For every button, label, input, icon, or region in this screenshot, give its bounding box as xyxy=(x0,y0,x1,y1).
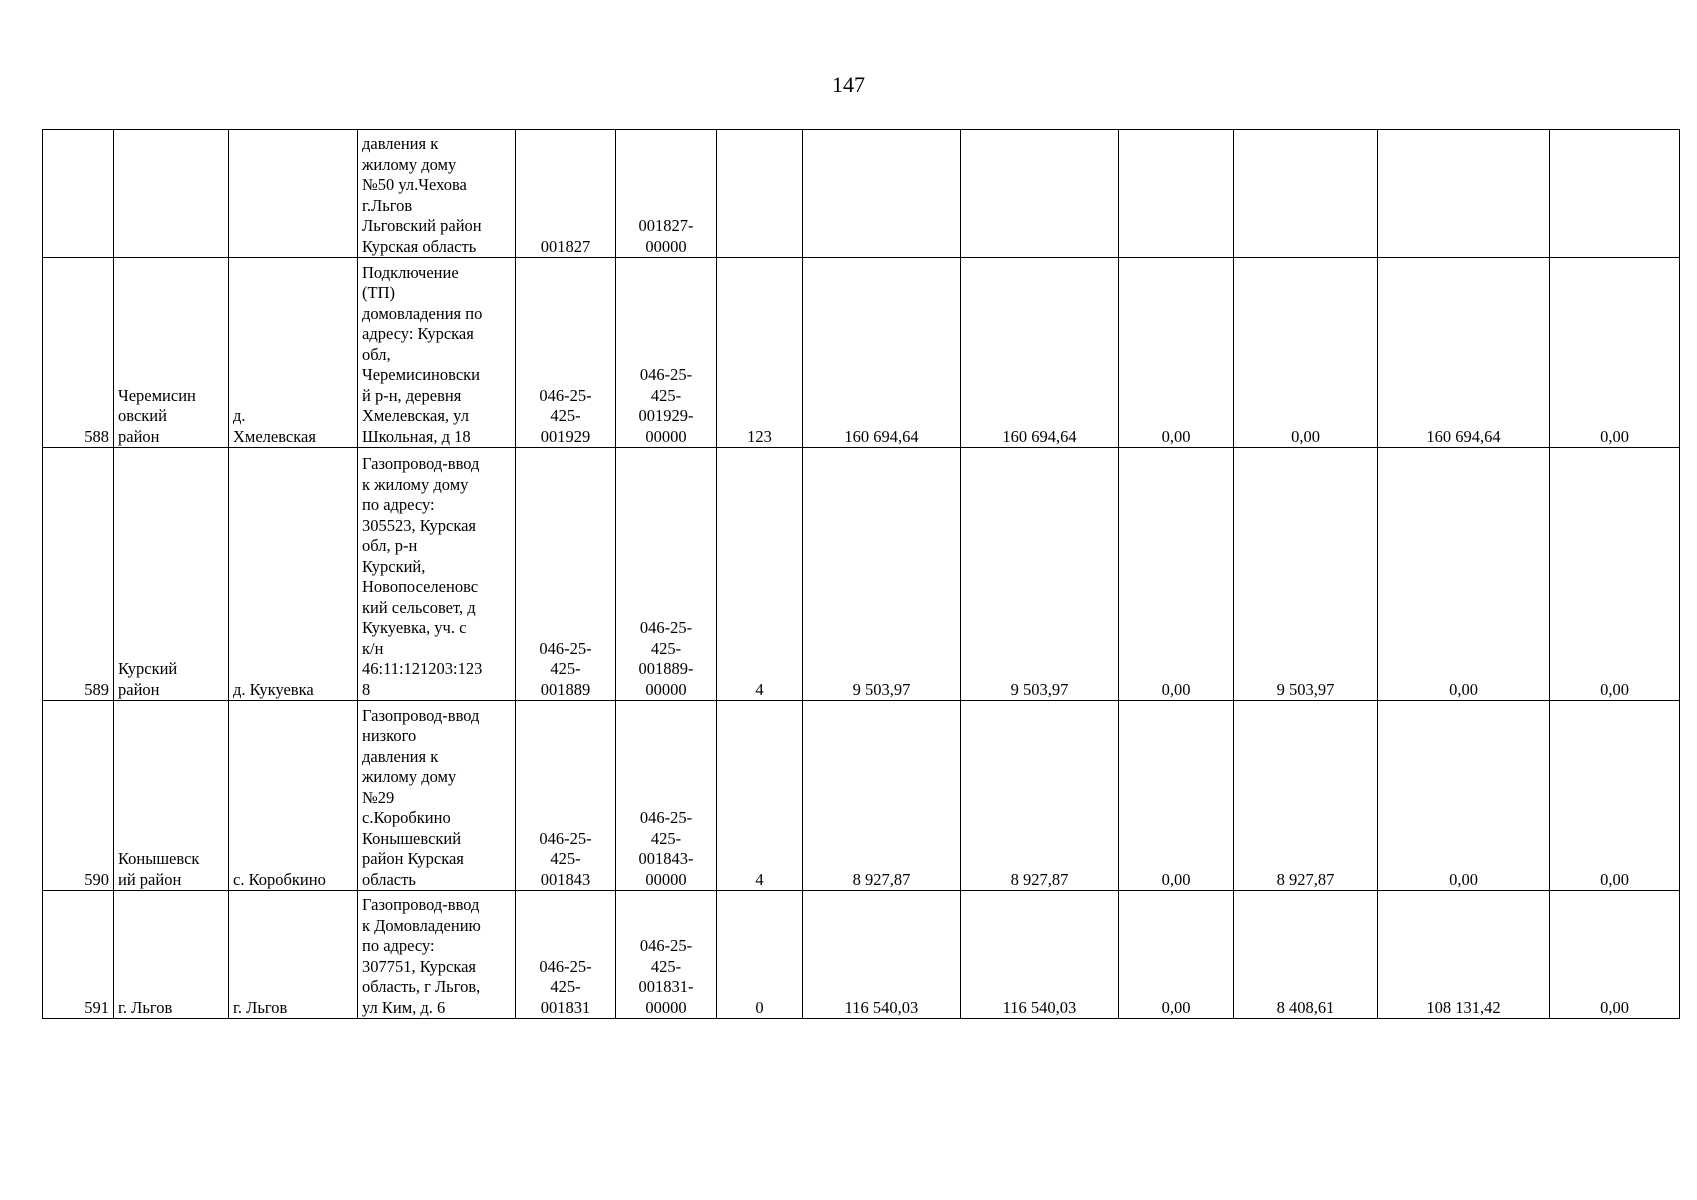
full-code-cell: 046-25- 425- 001929- 00000 xyxy=(616,258,717,448)
table-row xyxy=(43,448,1680,701)
table-row xyxy=(43,701,1680,891)
data-table xyxy=(42,129,1680,1019)
district-cell: Конышевск ий район xyxy=(114,701,229,891)
table-row xyxy=(43,130,1680,258)
code-cell: 046-25- 425- 001889 xyxy=(516,448,616,701)
settlement-cell: г. Льгов xyxy=(229,891,358,1019)
quantity-cell: 4 xyxy=(717,701,803,891)
value-cell-4: 9 503,97 xyxy=(1234,448,1378,701)
district-cell: Курский район xyxy=(114,448,229,701)
settlement-cell: д. Хмелевская xyxy=(229,258,358,448)
value-cell-5 xyxy=(1378,130,1550,258)
value-cell-5: 108 131,42 xyxy=(1378,891,1550,1019)
value-cell-1: 8 927,87 xyxy=(803,701,961,891)
full-code-cell: 046-25- 425- 001843- 00000 xyxy=(616,701,717,891)
value-cell-4: 8 408,61 xyxy=(1234,891,1378,1019)
value-cell-5: 160 694,64 xyxy=(1378,258,1550,448)
full-code-cell: 046-25- 425- 001831- 00000 xyxy=(616,891,717,1019)
value-cell-2: 116 540,03 xyxy=(961,891,1119,1019)
value-cell-6: 0,00 xyxy=(1550,258,1680,448)
full-code-cell: 001827- 00000 xyxy=(616,130,717,258)
row-number: 588 xyxy=(43,258,114,448)
row-number: 590 xyxy=(43,701,114,891)
object-cell: Газопровод-ввод низкого давления к жилому дому №29 с.Коробкино Конышевский район Курская область xyxy=(358,701,516,891)
value-cell-3: 0,00 xyxy=(1119,258,1234,448)
row-number: 591 xyxy=(43,891,114,1019)
value-cell-6: 0,00 xyxy=(1550,701,1680,891)
value-cell-2: 9 503,97 xyxy=(961,448,1119,701)
code-cell: 046-25- 425- 001929 xyxy=(516,258,616,448)
object-cell: Газопровод-ввод к Домовладению по адресу: 307751, Курская область, г Льгов, ул Ким, д. 6 xyxy=(358,891,516,1019)
value-cell-2: 8 927,87 xyxy=(961,701,1119,891)
table-row xyxy=(43,258,1680,448)
district-cell: Черемисин овский район xyxy=(114,258,229,448)
value-cell-1 xyxy=(803,130,961,258)
quantity-cell: 123 xyxy=(717,258,803,448)
value-cell-4 xyxy=(1234,130,1378,258)
value-cell-1: 160 694,64 xyxy=(803,258,961,448)
object-cell: Подключение (ТП) домовладения по адресу: Курская обл, Черемисиновски й р-н, деревня Хмелевская, ул Школьная, д 18 xyxy=(358,258,516,448)
value-cell-2: 160 694,64 xyxy=(961,258,1119,448)
value-cell-3: 0,00 xyxy=(1119,701,1234,891)
value-cell-1: 116 540,03 xyxy=(803,891,961,1019)
value-cell-1: 9 503,97 xyxy=(803,448,961,701)
full-code-cell: 046-25- 425- 001889- 00000 xyxy=(616,448,717,701)
code-cell: 046-25- 425- 001831 xyxy=(516,891,616,1019)
settlement-cell: с. Коробкино xyxy=(229,701,358,891)
quantity-cell xyxy=(717,130,803,258)
object-cell: давления к жилому дому №50 ул.Чехова г.Льгов Льговский район Курская область xyxy=(358,130,516,258)
district-cell xyxy=(114,130,229,258)
value-cell-5: 0,00 xyxy=(1378,448,1550,701)
value-cell-3 xyxy=(1119,130,1234,258)
district-cell: г. Льгов xyxy=(114,891,229,1019)
table-row xyxy=(43,891,1680,1019)
page-number: 147 xyxy=(832,72,865,97)
value-cell-6 xyxy=(1550,130,1680,258)
quantity-cell: 0 xyxy=(717,891,803,1019)
quantity-cell: 4 xyxy=(717,448,803,701)
row-number: 589 xyxy=(43,448,114,701)
value-cell-4: 0,00 xyxy=(1234,258,1378,448)
value-cell-3: 0,00 xyxy=(1119,891,1234,1019)
value-cell-5: 0,00 xyxy=(1378,701,1550,891)
value-cell-6: 0,00 xyxy=(1550,448,1680,701)
value-cell-4: 8 927,87 xyxy=(1234,701,1378,891)
code-cell: 046-25- 425- 001843 xyxy=(516,701,616,891)
settlement-cell xyxy=(229,130,358,258)
row-number xyxy=(43,130,114,258)
value-cell-6: 0,00 xyxy=(1550,891,1680,1019)
value-cell-3: 0,00 xyxy=(1119,448,1234,701)
code-cell: 001827 xyxy=(516,130,616,258)
value-cell-2 xyxy=(961,130,1119,258)
settlement-cell: д. Кукуевка xyxy=(229,448,358,701)
object-cell: Газопровод-ввод к жилому дому по адресу: 305523, Курская обл, р-н Курский, Новопоселеновс кий сельсовет, д Кукуевка, уч. с к/н 46:11:121203:123 8 xyxy=(358,448,516,701)
